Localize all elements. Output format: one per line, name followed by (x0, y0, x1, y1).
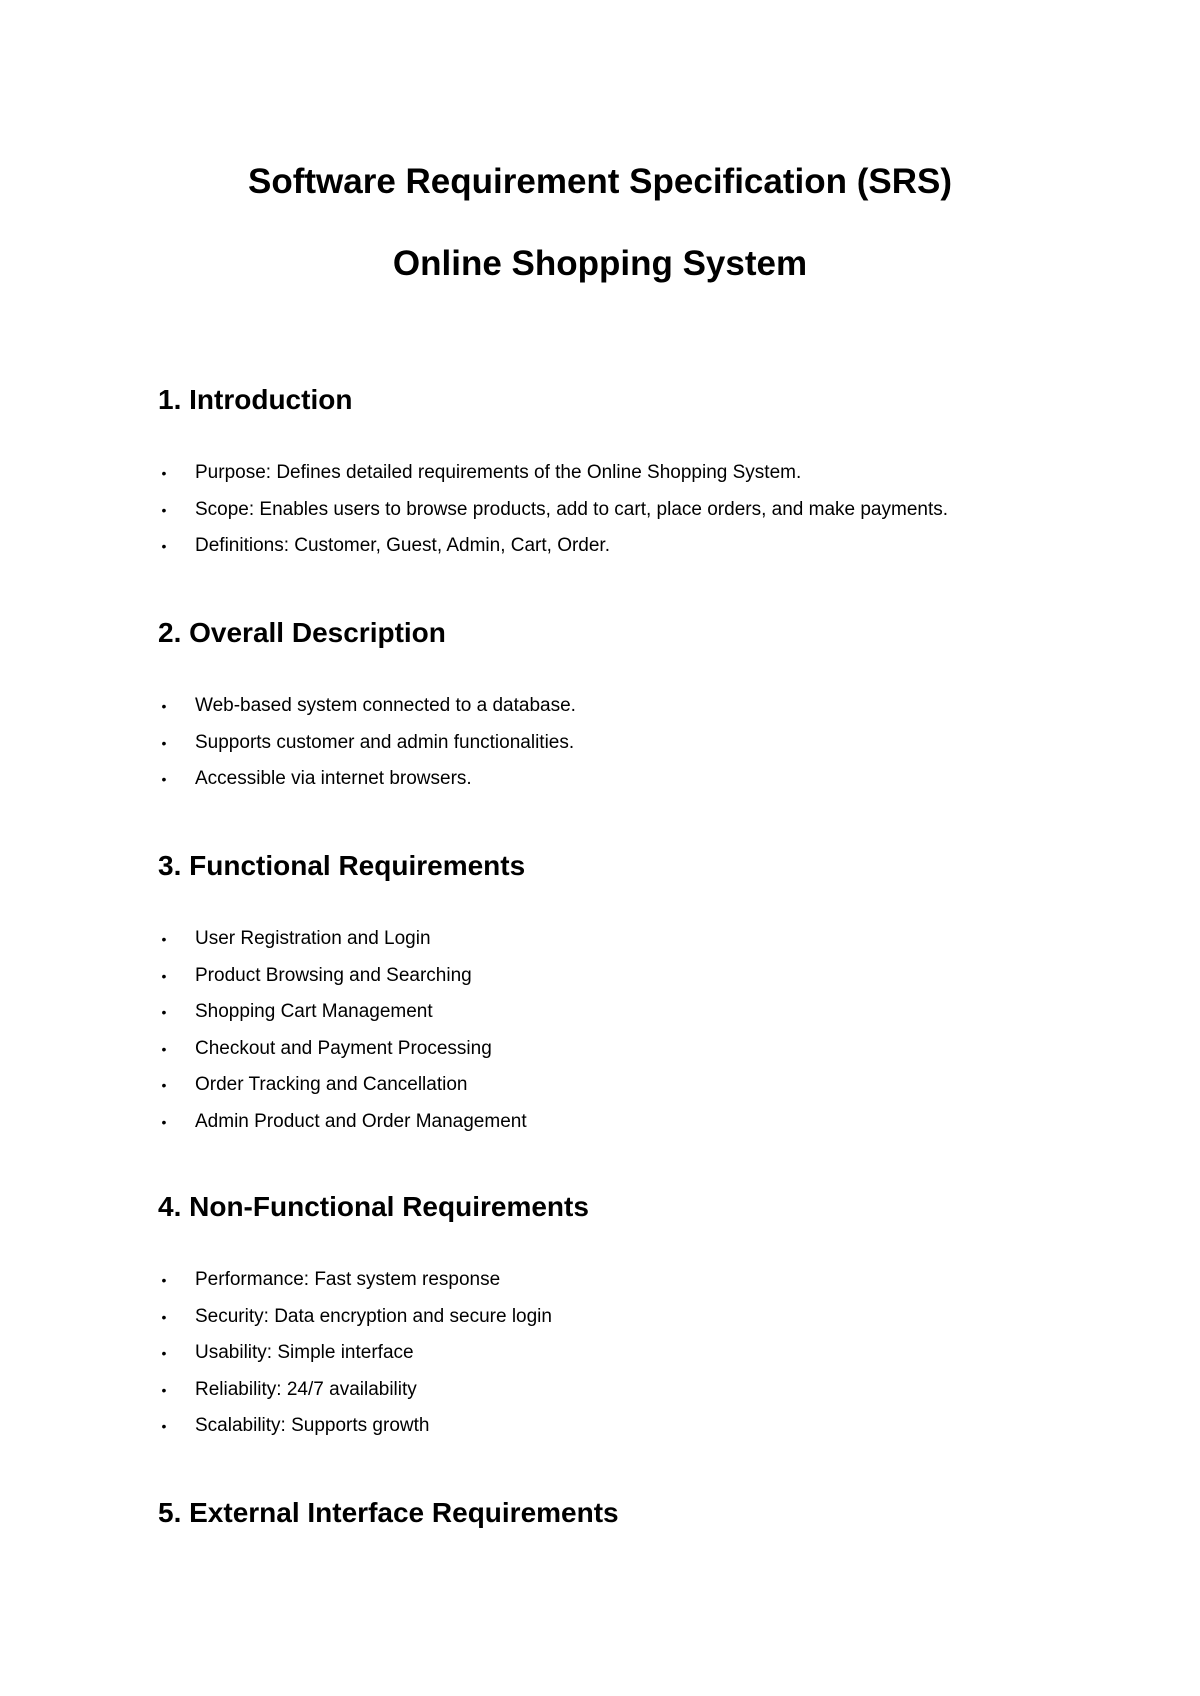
list-item (158, 958, 1118, 995)
list-item-text: Purpose: Defines detailed requirements of the Online Shopping System. (195, 462, 802, 483)
bullet-icon: • (161, 1272, 167, 1288)
list-item (158, 492, 1118, 529)
list-item-text: Product Browsing and Searching (195, 964, 472, 986)
bullet-icon: • (161, 501, 167, 518)
list-item-text: Performance: Fast system response (195, 1269, 501, 1290)
bullet-icon: • (161, 1345, 167, 1361)
bullet-icon: • (161, 734, 167, 751)
list-item-text: Usability: Simple interface (195, 1342, 414, 1363)
bullet-list (158, 455, 1118, 565)
bullet-icon: • (161, 1381, 167, 1398)
section-external-interface-requirements (158, 1496, 1118, 1530)
bullet-icon: • (161, 771, 167, 787)
bullet-icon: • (161, 1077, 167, 1093)
bullet-list (158, 688, 1118, 798)
bullet-list (158, 921, 1118, 1140)
bullet-list (158, 1262, 1118, 1445)
list-item-text: Order Tracking and Cancellation (195, 1074, 468, 1095)
document-title: Software Requirement Specification (SRS) (247, 162, 953, 201)
list-item (158, 1104, 1118, 1141)
section-heading: 3. Functional Requirements (158, 850, 526, 881)
bullet-icon: • (161, 1113, 167, 1130)
bullet-icon: • (161, 967, 167, 984)
list-item-text: User Registration and Login (195, 928, 431, 949)
list-item-text: Admin Product and Order Management (195, 1110, 527, 1132)
list-item-text: Checkout and Payment Processing (195, 1037, 492, 1059)
list-item (158, 921, 1118, 958)
bullet-icon: • (161, 465, 167, 481)
bullet-icon: • (161, 931, 167, 947)
list-item (158, 761, 1118, 798)
list-item-text: Scope: Enables users to browse products, add to cart, place orders, and make payments. (195, 498, 949, 520)
list-item (158, 1262, 1118, 1299)
section-heading: 2. Overall Description (158, 617, 446, 648)
list-item (158, 1299, 1118, 1336)
bullet-icon: • (161, 1004, 167, 1020)
section-overall-description (158, 616, 1118, 798)
list-item-text: Reliability: 24/7 availability (195, 1378, 417, 1400)
list-item (158, 1408, 1118, 1445)
bullet-icon: • (161, 698, 167, 714)
bullet-icon: • (161, 1418, 167, 1434)
section-heading: 4. Non-Functional Requirements (158, 1191, 589, 1222)
bullet-icon: • (161, 1040, 167, 1057)
section-non-functional-requirements (158, 1190, 1118, 1445)
section-functional-requirements (158, 849, 1118, 1140)
list-item-text: Web-based system connected to a database. (195, 695, 576, 716)
list-item-text: Security: Data encryption and secure login (195, 1305, 552, 1327)
list-item (158, 1372, 1118, 1409)
list-item (158, 1031, 1118, 1068)
list-item-text: Shopping Cart Management (195, 1001, 433, 1022)
document-subtitle: Online Shopping System (392, 244, 808, 283)
bullet-icon: • (161, 538, 167, 554)
list-item-text: Definitions: Customer, Guest, Admin, Cart, Order. (195, 535, 610, 556)
list-item (158, 1335, 1118, 1372)
list-item (158, 1067, 1118, 1104)
list-item-text: Accessible via internet browsers. (195, 768, 472, 789)
section-heading: 1. Introduction (158, 384, 353, 415)
bullet-icon: • (161, 1308, 167, 1325)
list-item-text: Supports customer and admin functionalities. (195, 731, 575, 753)
list-item (158, 688, 1118, 725)
section-introduction (158, 383, 1118, 565)
list-item (158, 994, 1118, 1031)
list-item (158, 455, 1118, 492)
list-item (158, 725, 1118, 762)
list-item-text: Scalability: Supports growth (195, 1415, 430, 1436)
list-item (158, 528, 1118, 565)
section-heading: 5. External Interface Requirements (158, 1497, 619, 1528)
